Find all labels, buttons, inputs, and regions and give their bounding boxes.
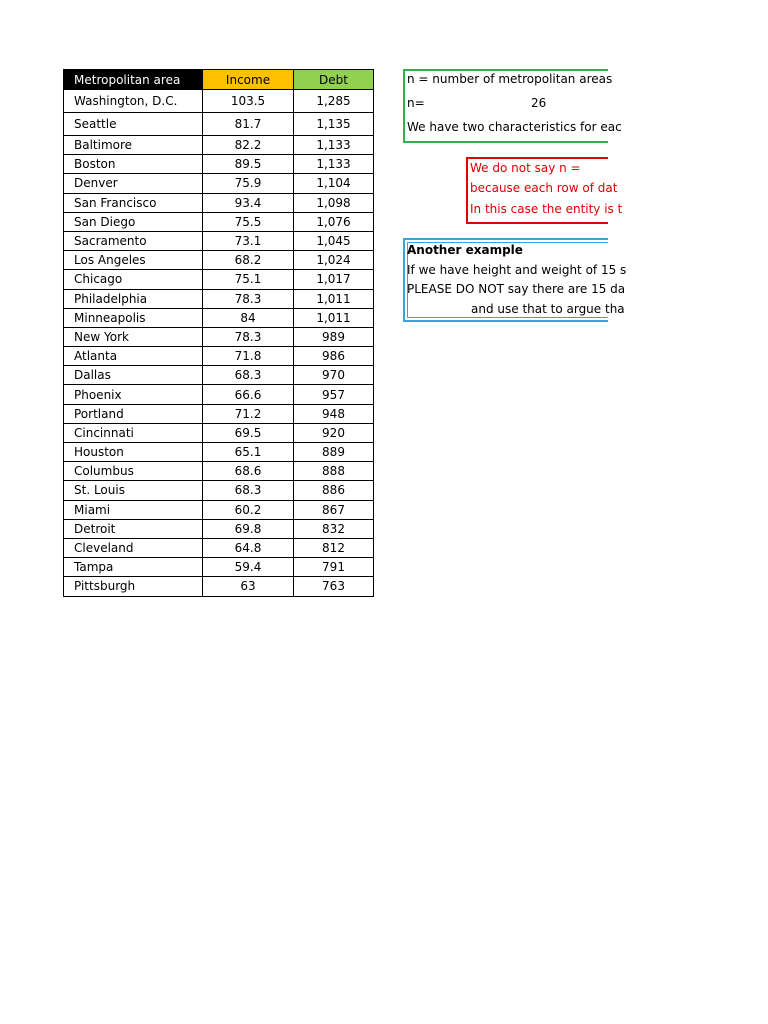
- cell-income[interactable]: 75.5: [203, 212, 294, 231]
- table-row: [64, 366, 374, 385]
- cell-income[interactable]: 84: [203, 308, 294, 327]
- cell-metropolitan-area[interactable]: Denver: [64, 174, 203, 193]
- cell-metropolitan-area[interactable]: Tampa: [64, 558, 203, 577]
- cell-income[interactable]: 60.2: [203, 500, 294, 519]
- cell-debt[interactable]: 970: [294, 366, 374, 385]
- cell-debt[interactable]: 763: [294, 577, 374, 596]
- cell-income[interactable]: 69.8: [203, 519, 294, 538]
- cell-debt[interactable]: 1,098: [294, 193, 374, 212]
- table-row: [64, 308, 374, 327]
- cell-income[interactable]: 68.6: [203, 462, 294, 481]
- cell-debt[interactable]: 957: [294, 385, 374, 404]
- table-row: [64, 443, 374, 462]
- cell-income[interactable]: 75.9: [203, 174, 294, 193]
- table-row: [64, 289, 374, 308]
- table-row: [64, 212, 374, 231]
- table-row: [64, 500, 374, 519]
- cell-metropolitan-area[interactable]: Miami: [64, 500, 203, 519]
- cell-debt[interactable]: 1,045: [294, 231, 374, 250]
- cell-income[interactable]: 78.3: [203, 289, 294, 308]
- header-debt[interactable]: Debt: [294, 70, 374, 90]
- note-box-n-definition: [403, 69, 622, 143]
- cell-debt[interactable]: 1,133: [294, 155, 374, 174]
- cell-debt[interactable]: 1,017: [294, 270, 374, 289]
- header-income[interactable]: Income: [203, 70, 294, 90]
- cell-debt[interactable]: 986: [294, 347, 374, 366]
- table-row: [64, 423, 374, 442]
- cell-metropolitan-area[interactable]: Phoenix: [64, 385, 203, 404]
- cell-metropolitan-area[interactable]: Seattle: [64, 113, 203, 136]
- note-example-line-3[interactable]: and use that to argue tha: [471, 302, 625, 316]
- note-example-title[interactable]: Another example: [407, 243, 523, 257]
- cell-debt[interactable]: 1,133: [294, 136, 374, 155]
- cell-income[interactable]: 68.2: [203, 251, 294, 270]
- cell-income[interactable]: 69.5: [203, 423, 294, 442]
- note-box-another-example: [403, 238, 627, 322]
- header-metropolitan-area[interactable]: Metropolitan area: [64, 70, 203, 90]
- cell-debt[interactable]: 948: [294, 404, 374, 423]
- cell-metropolitan-area[interactable]: Dallas: [64, 366, 203, 385]
- cell-metropolitan-area[interactable]: Houston: [64, 443, 203, 462]
- cell-income[interactable]: 71.2: [203, 404, 294, 423]
- cell-metropolitan-area[interactable]: Columbus: [64, 462, 203, 481]
- cell-income[interactable]: 73.1: [203, 231, 294, 250]
- cell-debt[interactable]: 1,285: [294, 90, 374, 113]
- cell-metropolitan-area[interactable]: Atlanta: [64, 347, 203, 366]
- cell-debt[interactable]: 889: [294, 443, 374, 462]
- cell-income[interactable]: 66.6: [203, 385, 294, 404]
- cell-debt[interactable]: 1,024: [294, 251, 374, 270]
- note-n-definition[interactable]: n = number of metropolitan areas: [407, 72, 613, 86]
- table-row: [64, 136, 374, 155]
- table-row: [64, 462, 374, 481]
- cell-income[interactable]: 71.8: [203, 347, 294, 366]
- cell-metropolitan-area[interactable]: San Francisco: [64, 193, 203, 212]
- table-row: [64, 270, 374, 289]
- metro-data-table: [63, 69, 374, 597]
- cell-income[interactable]: 75.1: [203, 270, 294, 289]
- cell-metropolitan-area[interactable]: Chicago: [64, 270, 203, 289]
- cell-metropolitan-area[interactable]: Baltimore: [64, 136, 203, 155]
- note-two-characteristics[interactable]: We have two characteristics for eac: [407, 120, 622, 134]
- table-row: [64, 231, 374, 250]
- table-row: [64, 558, 374, 577]
- cell-income[interactable]: 81.7: [203, 113, 294, 136]
- cell-metropolitan-area[interactable]: Boston: [64, 155, 203, 174]
- cell-income[interactable]: 63: [203, 577, 294, 596]
- cell-income[interactable]: 89.5: [203, 155, 294, 174]
- cell-income[interactable]: 82.2: [203, 136, 294, 155]
- note-example-line-1[interactable]: If we have height and weight of 15 s: [407, 263, 627, 277]
- table-row: [64, 347, 374, 366]
- cell-debt[interactable]: 832: [294, 519, 374, 538]
- table-row: [64, 193, 374, 212]
- cell-metropolitan-area[interactable]: San Diego: [64, 212, 203, 231]
- note-box-warning: [466, 157, 623, 224]
- table-row: [64, 538, 374, 557]
- cell-income[interactable]: 68.3: [203, 481, 294, 500]
- table-row: [64, 155, 374, 174]
- cell-metropolitan-area[interactable]: St. Louis: [64, 481, 203, 500]
- cell-debt[interactable]: 1,104: [294, 174, 374, 193]
- cell-debt[interactable]: 920: [294, 423, 374, 442]
- note-warning-line-3[interactable]: In this case the entity is t: [470, 202, 623, 216]
- table-row: [64, 577, 374, 596]
- cell-metropolitan-area[interactable]: Washington, D.C.: [64, 90, 203, 113]
- table-row: [64, 327, 374, 346]
- cell-income[interactable]: 65.1: [203, 443, 294, 462]
- cell-debt[interactable]: 888: [294, 462, 374, 481]
- note-n-value[interactable]: 26: [531, 96, 547, 110]
- note-warning-line-2[interactable]: because each row of dat: [470, 181, 618, 195]
- cell-metropolitan-area[interactable]: Sacramento: [64, 231, 203, 250]
- cell-metropolitan-area[interactable]: New York: [64, 327, 203, 346]
- cell-metropolitan-area[interactable]: Portland: [64, 404, 203, 423]
- cell-income[interactable]: 103.5: [203, 90, 294, 113]
- table-row: [64, 404, 374, 423]
- table-row: [64, 113, 374, 136]
- cell-debt[interactable]: 791: [294, 558, 374, 577]
- table-row: [64, 251, 374, 270]
- cell-metropolitan-area[interactable]: Los Angeles: [64, 251, 203, 270]
- note-n-label[interactable]: n=: [407, 96, 425, 110]
- cell-debt[interactable]: 1,011: [294, 308, 374, 327]
- table-row: [64, 90, 374, 113]
- note-warning-line-1[interactable]: We do not say n =: [470, 161, 581, 175]
- table-row: [64, 519, 374, 538]
- cell-debt[interactable]: 1,135: [294, 113, 374, 136]
- table-header-row: [64, 70, 374, 90]
- note-example-line-2[interactable]: PLEASE DO NOT say there are 15 da: [407, 282, 626, 296]
- cell-debt[interactable]: 812: [294, 538, 374, 557]
- cell-debt[interactable]: 886: [294, 481, 374, 500]
- cell-metropolitan-area[interactable]: Minneapolis: [64, 308, 203, 327]
- cell-debt[interactable]: 1,076: [294, 212, 374, 231]
- cell-metropolitan-area[interactable]: Cleveland: [64, 538, 203, 557]
- cell-income[interactable]: 64.8: [203, 538, 294, 557]
- table-row: [64, 174, 374, 193]
- cell-metropolitan-area[interactable]: Cincinnati: [64, 423, 203, 442]
- cell-metropolitan-area[interactable]: Pittsburgh: [64, 577, 203, 596]
- cell-debt[interactable]: 1,011: [294, 289, 374, 308]
- cell-income[interactable]: 59.4: [203, 558, 294, 577]
- cell-metropolitan-area[interactable]: Philadelphia: [64, 289, 203, 308]
- cell-income[interactable]: 78.3: [203, 327, 294, 346]
- cell-debt[interactable]: 989: [294, 327, 374, 346]
- cell-metropolitan-area[interactable]: Detroit: [64, 519, 203, 538]
- table-row: [64, 385, 374, 404]
- cell-income[interactable]: 93.4: [203, 193, 294, 212]
- cell-income[interactable]: 68.3: [203, 366, 294, 385]
- table-row: [64, 481, 374, 500]
- cell-debt[interactable]: 867: [294, 500, 374, 519]
